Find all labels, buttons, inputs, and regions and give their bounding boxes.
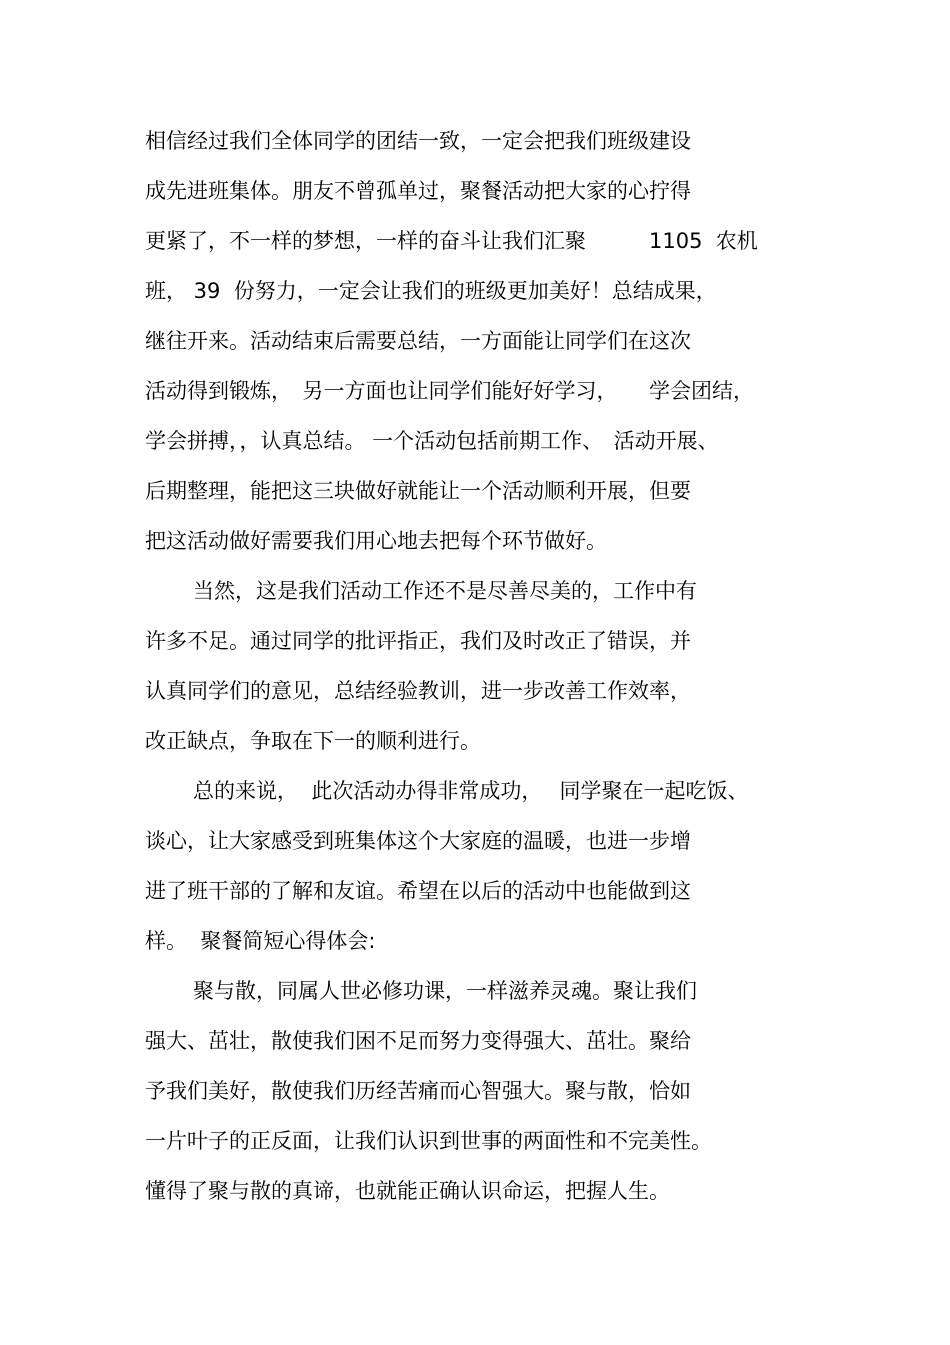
text-line: 强大、茁壮，散使我们困不足而努力变得强大、茁壮。聚给 — [145, 1029, 691, 1053]
text-line: 样。 聚餐简短心得体会: — [145, 929, 376, 953]
text-line: 谈心，让大家感受到班集体这个大家庭的温暖，也进一步增 — [145, 829, 691, 853]
paragraph-first-line: 聚与散，同属人世必修功课，一样滋养灵魂。聚让我们 — [193, 979, 697, 1003]
text-line: 懂得了聚与散的真谛，也就能正确认识命运，把握人生。 — [145, 1179, 670, 1203]
text-line: 把这活动做好需要我们用心地去把每个环节做好。 — [145, 529, 607, 553]
text-line: 班， 39 份努力，一定会让我们的班级更加美好！总结成果， — [145, 279, 717, 303]
paragraph-first-line: 总的来说， 此次活动办得非常成功， 同学聚在一起吃饭、 — [193, 779, 749, 803]
text-line: 一片叶子的正反面，让我们认识到世事的两面性和不完美性。 — [145, 1129, 712, 1153]
text-line: 学会拼搏，，认真总结。 一个活动包括前期工作、 活动开展、 — [145, 429, 719, 453]
text-line: 改正缺点，争取在下一的顺利进行。 — [145, 729, 481, 753]
text-line: 许多不足。通过同学的批评指正，我们及时改正了错误，并 — [145, 629, 691, 653]
paragraph-first-line: 当然，这是我们活动工作还不是尽善尽美的，工作中有 — [193, 579, 697, 603]
text-line: 进了班干部的了解和友谊。希望在以后的活动中也能做到这 — [145, 879, 691, 903]
text-line: 认真同学们的意见，总结经验教训，进一步改善工作效率， — [145, 679, 691, 703]
text-line: 相信经过我们全体同学的团结一致，一定会把我们班级建设 — [145, 129, 691, 153]
text-line: 活动得到锻炼， 另一方面也让同学们能好好学习， 学会团结， — [145, 379, 754, 403]
text-line: 成先进班集体。朋友不曾孤单过，聚餐活动把大家的心拧得 — [145, 179, 691, 203]
text-line: 继往开来。活动结束后需要总结，一方面能让同学们在这次 — [145, 329, 691, 353]
text-line: 后期整理，能把这三块做好就能让一个活动顺利开展，但要 — [145, 479, 691, 503]
text-line: 予我们美好，散使我们历经苦痛而心智强大。聚与散，恰如 — [145, 1079, 691, 1103]
text-line: 更紧了，不一样的梦想，一样的奋斗让我们汇聚 1105 农机 — [145, 229, 758, 253]
